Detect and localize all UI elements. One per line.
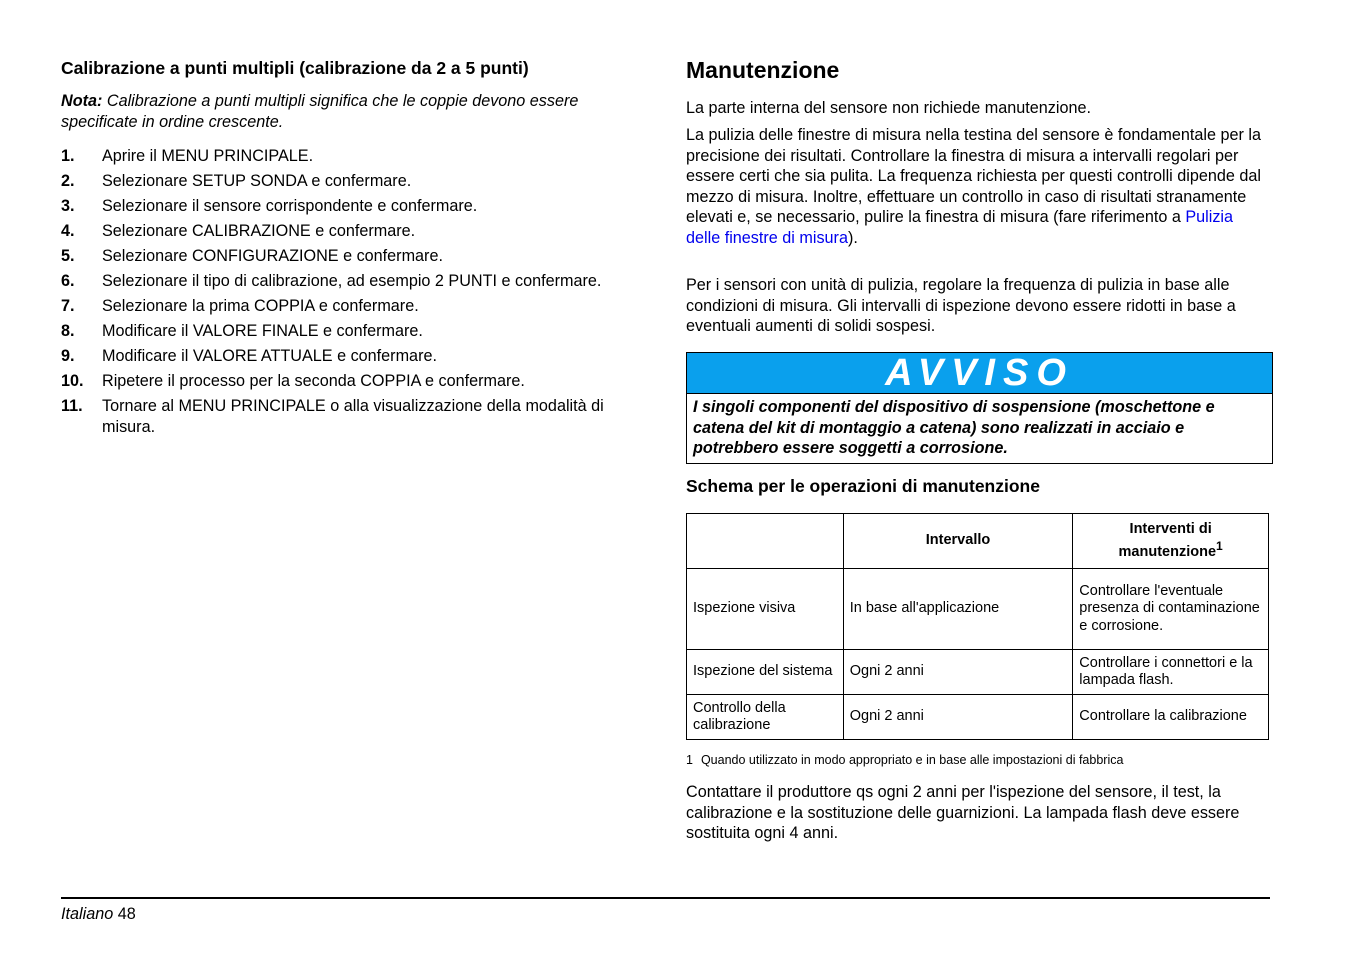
note-label: Nota: bbox=[61, 92, 103, 110]
step-number: 9. bbox=[61, 347, 75, 365]
step-text: Selezionare CALIBRAZIONE e confermare. bbox=[102, 222, 416, 240]
step-text: Aprire il MENU PRINCIPALE. bbox=[102, 147, 314, 165]
list-item bbox=[61, 396, 651, 437]
step-number: 6. bbox=[61, 272, 75, 290]
step-number: 7. bbox=[61, 297, 75, 315]
section-heading-multipoint: Calibrazione a punti multipli (calibrazione da 2 a 5 punti) bbox=[61, 58, 529, 78]
footer-language: Italiano bbox=[61, 905, 114, 923]
page-footer bbox=[61, 905, 136, 924]
table-cell: Ogni 2 anni bbox=[843, 695, 1073, 740]
paragraph-cleaning-text: La pulizia delle finestre di misura nella testina del sensore è fondamentale per la precisione dei risultati. Controllare la finestra di misura a intervalli regolari per essere certi che sia pulita. La frequenza richiesta per questi controlli dipende dal mezzo di misura. Inoltre, effettuare un controllo in caso di risultati stranamente elevati e, se necessario, pulire la finestra di misura (fare riferimento a bbox=[686, 126, 1261, 226]
maintenance-table bbox=[686, 513, 1269, 740]
step-number: 3. bbox=[61, 197, 75, 215]
list-item bbox=[61, 196, 651, 217]
step-number: 5. bbox=[61, 247, 75, 265]
table-cell: Controllare la calibrazione bbox=[1073, 695, 1269, 740]
step-text: Selezionare CONFIGURAZIONE e confermare. bbox=[102, 247, 443, 265]
section-heading-maintenance: Manutenzione bbox=[686, 57, 840, 83]
note bbox=[61, 91, 651, 133]
warning-text: I singoli componenti del dispositivo di sospensione (moschettone e catena del kit di montaggio a catena) sono realizzati in acciaio e potrebbero essere soggetti a corrosione. bbox=[693, 398, 1215, 457]
step-number: 10. bbox=[61, 372, 84, 390]
list-item bbox=[61, 171, 651, 192]
table-header-interval: Intervallo bbox=[843, 514, 1073, 569]
table-header-actions bbox=[1073, 514, 1269, 569]
table-header-empty bbox=[687, 514, 844, 569]
table-cell: Ispezione visiva bbox=[687, 569, 844, 650]
steps-list bbox=[61, 146, 651, 442]
paragraph-cleaning bbox=[686, 125, 1270, 248]
step-text: Tornare al MENU PRINCIPALE o alla visualizzazione della modalità di misura. bbox=[102, 397, 604, 436]
step-text: Modificare il VALORE ATTUALE e confermare. bbox=[102, 347, 437, 365]
list-item bbox=[61, 271, 651, 292]
footnote-ref: 1 bbox=[1216, 539, 1223, 554]
table-cell: In base all'applicazione bbox=[843, 569, 1073, 650]
list-item bbox=[61, 371, 651, 392]
list-item bbox=[61, 246, 651, 267]
list-item bbox=[61, 321, 651, 342]
table-cell: Controllo della calibrazione bbox=[687, 695, 844, 740]
footer-divider bbox=[61, 897, 1270, 899]
paragraph-internal: La parte interna del sensore non richiede manutenzione. bbox=[686, 99, 1091, 117]
cleaning-windows-link[interactable]: Pulizia delle finestre di misura bbox=[686, 208, 1234, 247]
warning-title: AVVISO bbox=[687, 353, 1272, 394]
subheading-maintenance-schedule: Schema per le operazioni di manutenzione bbox=[686, 476, 1040, 496]
list-item bbox=[61, 346, 651, 367]
paragraph-cleaning-end: ). bbox=[847, 228, 858, 247]
list-item bbox=[61, 146, 651, 167]
table-row bbox=[687, 650, 1269, 695]
table-header-actions-text: Interventi di manutenzione bbox=[1118, 520, 1217, 560]
table-cell: Ogni 2 anni bbox=[843, 650, 1073, 695]
step-text: Modificare il VALORE FINALE e confermare. bbox=[102, 322, 423, 340]
table-cell: Controllare l'eventuale presenza di contaminazione e corrosione. bbox=[1073, 569, 1269, 650]
step-text: Selezionare la prima COPPIA e confermare. bbox=[102, 297, 419, 315]
step-number: 11. bbox=[61, 397, 83, 415]
paragraph-cleaning-unit: Per i sensori con unità di pulizia, regolare la frequenza di pulizia in base alle condizioni di misura. Gli intervalli di ispezione devono essere ridotti in base a eventuali aumenti di solidi sospesi. bbox=[686, 276, 1236, 335]
list-item bbox=[61, 221, 651, 242]
footnote-number: 1 bbox=[686, 753, 693, 767]
table-footnote bbox=[686, 753, 1123, 767]
step-text: Selezionare il sensore corrispondente e confermare. bbox=[102, 197, 478, 215]
list-item bbox=[61, 296, 651, 317]
step-text: Selezionare SETUP SONDA e confermare. bbox=[102, 172, 412, 190]
step-number: 8. bbox=[61, 322, 75, 340]
step-text: Ripetere il processo per la seconda COPPIA e confermare. bbox=[102, 372, 525, 390]
step-number: 4. bbox=[61, 222, 75, 240]
step-text: Selezionare il tipo di calibrazione, ad esempio 2 PUNTI e confermare. bbox=[102, 272, 602, 290]
table-header-row bbox=[687, 514, 1269, 569]
page-number: 48 bbox=[117, 905, 136, 923]
table-row bbox=[687, 569, 1269, 650]
paragraph-contact: Contattare il produttore qs ogni 2 anni per l'ispezione del sensore, il test, la calibrazione e la sostituzione delle guarnizioni. La lampada flash deve essere sostituita ogni 4 anni. bbox=[686, 783, 1240, 842]
warning-box bbox=[686, 352, 1273, 464]
table-row bbox=[687, 695, 1269, 740]
table-cell: Controllare i connettori e la lampada flash. bbox=[1073, 650, 1269, 695]
step-number: 2. bbox=[61, 172, 75, 190]
table-cell: Ispezione del sistema bbox=[687, 650, 844, 695]
note-text: Calibrazione a punti multipli significa che le coppie devono essere specificate in ordine crescente. bbox=[61, 92, 579, 131]
step-number: 1. bbox=[61, 147, 75, 165]
footnote-text: Quando utilizzato in modo appropriato e in base alle impostazioni di fabbrica bbox=[700, 753, 1124, 767]
